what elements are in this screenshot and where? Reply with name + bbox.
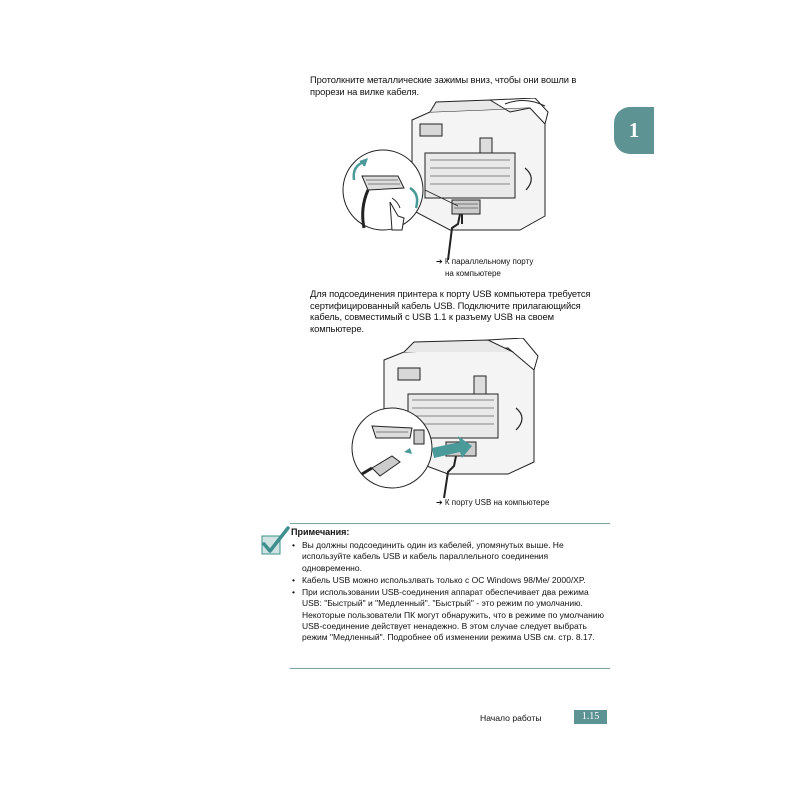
caption-usb-port: ➔ К порту USB на компьютере xyxy=(436,498,550,507)
paragraph-clips: Протолкните металлические зажимы вниз, чтобы они вошли в прорези на вилке кабеля. xyxy=(310,74,577,97)
note-item: • При использовании USB-соединения аппарат обеспечивает два режима USB: "Быстрый" и "Медленный". "Быстрый" - это режим по умолчанию. Некоторые пользователи ПК могут обнаружить, что в режиме по умолчанию USB-соединение действует ненадежно. В этом случае следует выбрать режим "Медленный". Подробнее об изменении режима USB см. стр. 8.17. xyxy=(291,587,609,643)
parallel-cable-illustration xyxy=(340,98,570,260)
caption-parallel-port: ➔ К параллельному порту на компьютере xyxy=(436,257,534,278)
footer-section-title: Начало работы xyxy=(480,713,542,723)
chapter-tab: 1 xyxy=(614,107,654,154)
note-list xyxy=(291,540,609,645)
usb-cable-illustration xyxy=(348,338,548,498)
note-bottom-rule xyxy=(290,668,610,669)
note-title: Примечания: xyxy=(291,527,350,537)
note-top-rule xyxy=(290,523,610,524)
paragraph-usb-cable: Для подсоединения принтера к порту USB компьютера требуется сертифицированный кабель USB. Подключите прилагающийся кабель, совместимый с USB 1.1 к разъему USB на своем компьютере. xyxy=(310,288,591,334)
footer-page-number: 1.15 xyxy=(574,710,607,724)
note-item: • Кабель USB можно использлвать только с ОС Windows 98/Me/ 2000/XP. xyxy=(291,575,609,586)
checkmark-note-icon xyxy=(258,526,292,556)
note-item: • Вы должны подсоединить один из кабелей, упомянутых выше. Не используйте кабель USB и кабель параллельного соединения одновременно. xyxy=(291,540,609,574)
